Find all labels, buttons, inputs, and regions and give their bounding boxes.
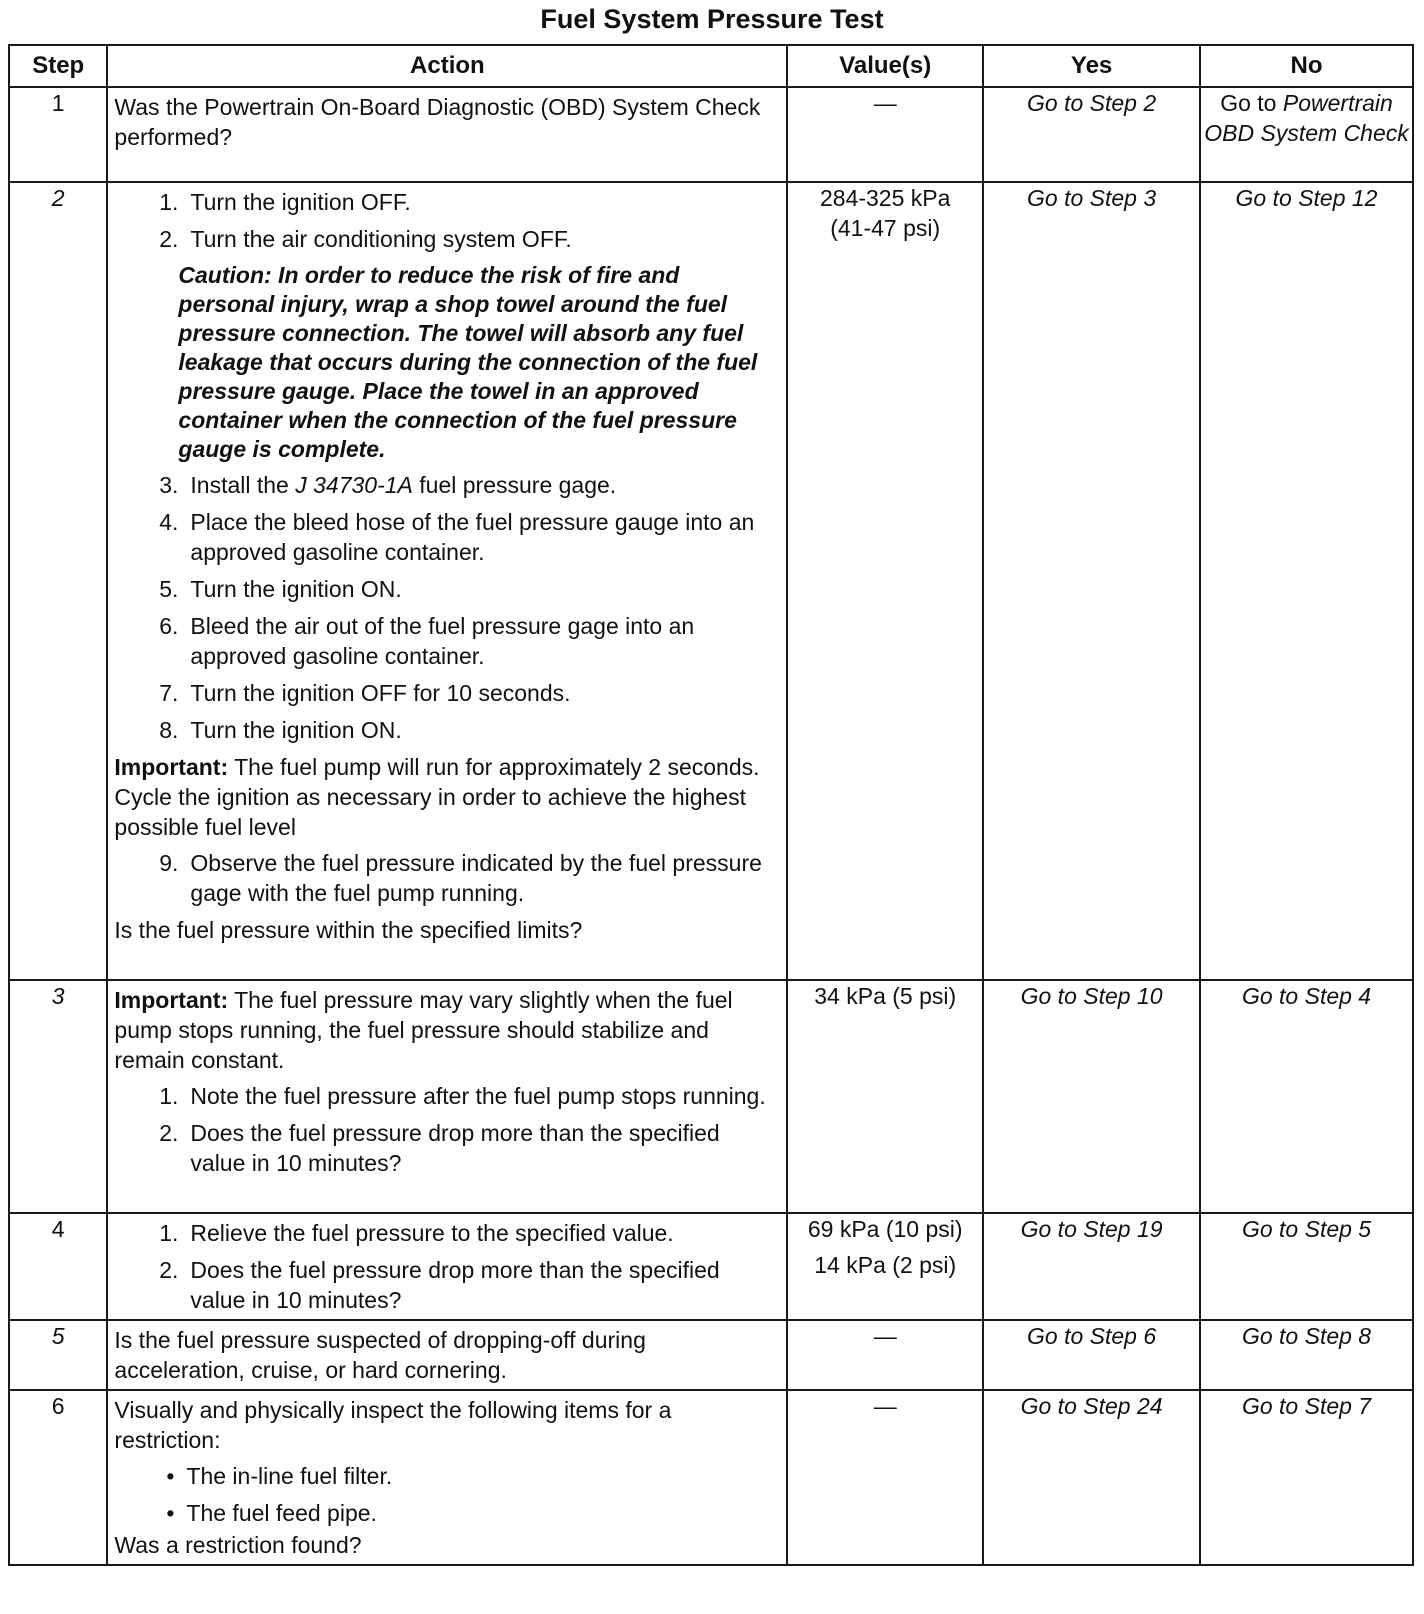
table-row: [9, 1390, 1413, 1565]
yes-link[interactable]: Go to Step 24: [983, 1390, 1200, 1565]
tool-reference: J 34730-1A: [295, 472, 413, 498]
yes-link[interactable]: Go to Step 2: [983, 87, 1200, 182]
value-line: (41-47 psi): [830, 215, 941, 241]
value-cell: 34 kPa (5 psi): [787, 980, 983, 1213]
no-link[interactable]: [1200, 87, 1413, 182]
no-link[interactable]: Go to Step 12: [1200, 182, 1413, 980]
list-item: 2. Does the fuel pressure drop more than the specified value in 10 minutes?: [159, 1120, 720, 1176]
step-intro: Visually and physically inspect the following items for a restriction:: [114, 1397, 672, 1453]
step-question: Was a restriction found?: [114, 1532, 362, 1558]
step-number: 2: [9, 182, 107, 980]
list-item: • The in-line fuel filter.: [166, 1463, 393, 1489]
action-cell: [107, 1213, 787, 1320]
value-line: 69 kPa (10 psi): [807, 1216, 963, 1242]
no-link[interactable]: Go to Step 4: [1200, 980, 1413, 1213]
step-number: 3: [9, 980, 107, 1213]
action-cell: [107, 1390, 787, 1565]
value-cell: —: [787, 1320, 983, 1390]
important-note: Important: The fuel pump will run for approximately 2 seconds. Cycle the ignition as necessary in order to achieve the highest possible fuel level: [114, 754, 760, 840]
value-line: 14 kPa (2 psi): [814, 1252, 957, 1278]
header-yes: Yes: [983, 45, 1200, 87]
list-item: 1. Note the fuel pressure after the fuel pump stops running.: [159, 1083, 766, 1109]
table-row: [9, 980, 1413, 1213]
action-cell: [107, 1320, 787, 1390]
caution-note: Caution: In order to reduce the risk of fire and personal injury, wrap a shop towel around the fuel pressure connection. The towel will absorb any fuel leakage that occurs during the connection of the fuel pressure gauge. Place the towel in an approved container when the connection of the fuel pressure gauge is complete.: [178, 262, 758, 462]
page-title: Fuel System Pressure Test: [540, 4, 884, 34]
value-cell: [787, 182, 983, 980]
step-number: 6: [9, 1390, 107, 1565]
no-link-prefix: Go to: [1220, 90, 1283, 116]
value-cell: —: [787, 1390, 983, 1565]
header-row: [9, 45, 1413, 87]
list-item: 6. Bleed the air out of the fuel pressure gage into an approved gasoline container.: [159, 613, 695, 669]
value-cell: —: [787, 87, 983, 182]
action-cell: [107, 182, 787, 980]
procedure-table: [8, 44, 1414, 1566]
list-item: 9. Observe the fuel pressure indicated by the fuel pressure gage with the fuel pump running.: [159, 850, 762, 906]
value-cell: [787, 1213, 983, 1320]
no-link[interactable]: Go to Step 7: [1200, 1390, 1413, 1565]
step-number: 1: [9, 87, 107, 182]
header-step: Step: [9, 45, 107, 87]
yes-link[interactable]: Go to Step 19: [983, 1213, 1200, 1320]
no-link[interactable]: Go to Step 8: [1200, 1320, 1413, 1390]
step-question: Was the Powertrain On-Board Diagnostic (OBD) System Check performed?: [114, 94, 761, 150]
yes-link[interactable]: Go to Step 3: [983, 182, 1200, 980]
list-item: 2. Does the fuel pressure drop more than the specified value in 10 minutes?: [159, 1257, 720, 1313]
table-row: [9, 1213, 1413, 1320]
step-question: Is the fuel pressure within the specified limits?: [114, 917, 583, 943]
table-row: [9, 87, 1413, 182]
step-question: Is the fuel pressure suspected of dropping-off during acceleration, cruise, or hard cornering.: [114, 1327, 646, 1383]
value-line: 284-325 kPa: [819, 185, 951, 211]
step-number: 5: [9, 1320, 107, 1390]
list-item: 3. Install the J 34730-1A fuel pressure gage.: [159, 472, 617, 498]
list-item: 7. Turn the ignition OFF for 10 seconds.: [159, 680, 571, 706]
important-note: Important: The fuel pressure may vary slightly when the fuel pump stops running, the fuel pressure should stabilize and remain constant.: [114, 987, 733, 1073]
header-no: No: [1200, 45, 1413, 87]
yes-link[interactable]: Go to Step 6: [983, 1320, 1200, 1390]
header-values: Value(s): [787, 45, 983, 87]
action-cell: [107, 980, 787, 1213]
list-item: 8. Turn the ignition ON.: [159, 717, 402, 743]
list-item: 5. Turn the ignition ON.: [159, 576, 402, 602]
list-item: 1. Turn the ignition OFF.: [159, 189, 411, 215]
list-item: 2. Turn the air conditioning system OFF.: [159, 226, 572, 252]
step-number: 4: [9, 1213, 107, 1320]
table-row: [9, 182, 1413, 980]
no-link-target: Powertrain OBD System Check: [1204, 90, 1409, 146]
yes-link[interactable]: Go to Step 10: [983, 980, 1200, 1213]
list-item: 1. Relieve the fuel pressure to the specified value.: [159, 1220, 674, 1246]
no-link[interactable]: Go to Step 5: [1200, 1213, 1413, 1320]
table-row: [9, 1320, 1413, 1390]
header-action: Action: [107, 45, 787, 87]
list-item: 4. Place the bleed hose of the fuel pressure gauge into an approved gasoline container.: [159, 509, 755, 565]
action-cell: [107, 87, 787, 182]
list-item: • The fuel feed pipe.: [166, 1500, 377, 1526]
